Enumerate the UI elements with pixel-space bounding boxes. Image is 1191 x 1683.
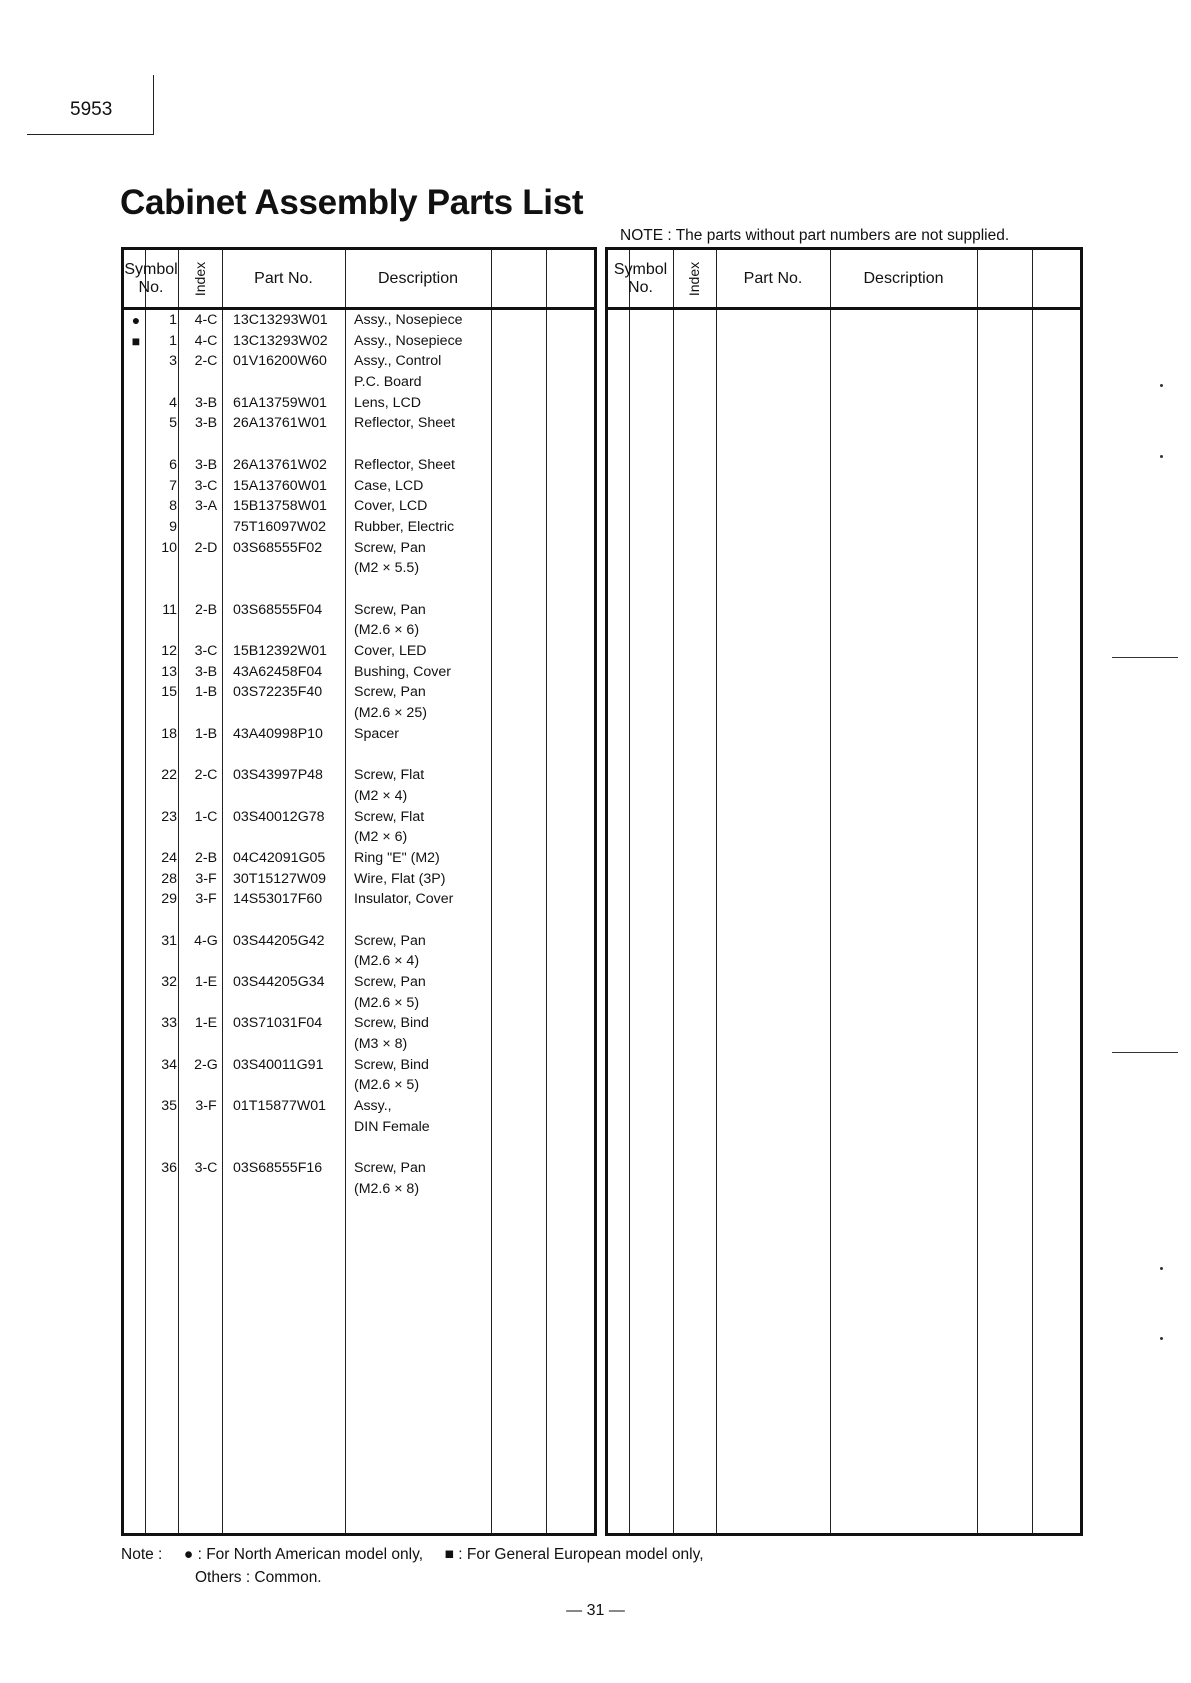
table-row bbox=[124, 827, 594, 848]
row-part-no: 14S53017F60 bbox=[233, 891, 323, 908]
table-row bbox=[124, 807, 594, 828]
table-row bbox=[124, 538, 594, 559]
row-description: (M2 × 6) bbox=[354, 829, 408, 846]
table-row bbox=[124, 372, 594, 393]
row-part-no: 03S72235F40 bbox=[233, 684, 323, 701]
row-index: 3-F bbox=[195, 1098, 217, 1115]
row-description: Assy., Nosepiece bbox=[354, 332, 463, 349]
model-number-box bbox=[27, 75, 154, 135]
row-index: 1-B bbox=[194, 684, 218, 701]
header-part-no: Part No. bbox=[254, 269, 313, 287]
row-description: (M2.6 × 25) bbox=[354, 705, 427, 722]
square-symbol: ■ bbox=[444, 1546, 454, 1563]
row-description: Reflector, Sheet bbox=[354, 415, 455, 432]
row-part-no: 15A13760W01 bbox=[233, 477, 327, 494]
row-index: 3-F bbox=[195, 870, 217, 887]
table-row bbox=[124, 310, 594, 331]
header-description-right: Description bbox=[863, 269, 944, 287]
row-index: 4-C bbox=[194, 312, 218, 328]
table-row bbox=[124, 496, 594, 517]
row-number: 7 bbox=[169, 477, 177, 494]
row-description: (M3 × 8) bbox=[354, 1036, 408, 1053]
table-row bbox=[124, 869, 594, 890]
row-index: 4-C bbox=[194, 332, 218, 349]
table-row bbox=[124, 579, 594, 600]
row-number: 1 bbox=[169, 312, 177, 328]
row-description: (M2.6 × 5) bbox=[354, 994, 420, 1011]
row-description: Screw, Flat bbox=[354, 767, 425, 784]
row-description: Reflector, Sheet bbox=[354, 456, 455, 473]
row-index: 3-C bbox=[194, 643, 218, 659]
row-description: (M2.6 × 5) bbox=[354, 1077, 420, 1094]
table-row bbox=[124, 703, 594, 724]
row-part-no: 15B13758W01 bbox=[233, 498, 327, 515]
note-top: NOTE : The parts without part numbers are not supplied. bbox=[620, 227, 1010, 244]
row-number: 35 bbox=[161, 1098, 177, 1115]
row-part-no: 43A62458F04 bbox=[233, 663, 323, 680]
row-part-no: 03S40012G78 bbox=[233, 808, 325, 825]
row-description: (M2 × 4) bbox=[354, 787, 408, 804]
header-symbol-no: Symbol No. bbox=[124, 260, 178, 296]
row-description: Rubber, Electric bbox=[354, 518, 455, 535]
row-part-no: 01T15877W01 bbox=[233, 1098, 327, 1115]
table-row bbox=[124, 972, 594, 993]
table-row bbox=[124, 931, 594, 952]
table-row bbox=[124, 455, 594, 476]
table-row bbox=[124, 351, 594, 372]
row-description: Screw, Pan bbox=[354, 932, 426, 949]
row-part-no: 03S68555F02 bbox=[233, 539, 323, 556]
row-part-no: 04C42091G05 bbox=[233, 849, 326, 866]
table-row bbox=[124, 331, 594, 352]
margin-line bbox=[1112, 1052, 1178, 1053]
row-part-no: 75T16097W02 bbox=[233, 518, 327, 535]
table-row bbox=[124, 393, 594, 414]
row-number: 31 bbox=[161, 932, 177, 949]
row-number: 28 bbox=[161, 870, 177, 887]
row-index: 3-B bbox=[194, 456, 218, 473]
row-description: (M2.6 × 6) bbox=[354, 622, 420, 639]
row-number: 15 bbox=[161, 684, 177, 701]
row-part-no: 01V16200W60 bbox=[233, 353, 327, 370]
table-row bbox=[124, 910, 594, 931]
row-description: Bushing, Cover bbox=[354, 663, 451, 680]
row-description: Screw, Bind bbox=[354, 1056, 429, 1073]
table-row bbox=[124, 662, 594, 683]
row-number: 18 bbox=[161, 725, 177, 742]
margin-dot bbox=[1160, 384, 1163, 387]
margin-line bbox=[1112, 657, 1178, 658]
table-row bbox=[124, 434, 594, 455]
row-description: Assy., bbox=[354, 1098, 392, 1115]
row-number: 1 bbox=[169, 332, 177, 349]
table-row bbox=[124, 1013, 594, 1034]
row-description: Assy., Control bbox=[354, 353, 442, 370]
table-row bbox=[124, 641, 594, 662]
parts-table-left bbox=[121, 247, 597, 1536]
row-index: 3-C bbox=[194, 1160, 218, 1177]
row-part-no: 13C13293W02 bbox=[233, 332, 328, 349]
row-symbol: ■ bbox=[131, 332, 141, 349]
header-description: Description bbox=[377, 269, 459, 287]
note-bottom bbox=[121, 1543, 704, 1589]
others-note: Others : Common. bbox=[195, 1569, 322, 1586]
row-index: 2-B bbox=[194, 849, 218, 866]
row-number: 6 bbox=[169, 456, 177, 473]
row-description: Ring "E" (M2) bbox=[354, 849, 440, 866]
row-number: 12 bbox=[161, 643, 177, 659]
table-row bbox=[124, 765, 594, 786]
row-number: 13 bbox=[161, 663, 177, 680]
row-index: 3-C bbox=[194, 477, 218, 494]
table-row bbox=[124, 786, 594, 807]
table-row bbox=[124, 413, 594, 434]
row-number: 5 bbox=[169, 415, 177, 432]
note-label: Note : bbox=[121, 1546, 163, 1563]
row-number: 3 bbox=[169, 353, 177, 370]
table-row bbox=[124, 1179, 594, 1200]
table-row bbox=[124, 558, 594, 579]
margin-dot bbox=[1160, 1267, 1163, 1270]
table-row bbox=[124, 1034, 594, 1055]
table-row bbox=[124, 476, 594, 497]
table-row bbox=[124, 951, 594, 972]
row-part-no: 61A13759W01 bbox=[233, 394, 327, 411]
row-number: 9 bbox=[169, 518, 177, 535]
table-row bbox=[124, 724, 594, 745]
row-number: 4 bbox=[169, 394, 177, 411]
row-description: (M2.6 × 8) bbox=[354, 1180, 420, 1197]
table-row bbox=[124, 1096, 594, 1117]
margin-dot bbox=[1160, 455, 1163, 458]
row-index: 2-C bbox=[194, 767, 218, 784]
row-index: 3-B bbox=[194, 663, 218, 680]
table-row bbox=[124, 889, 594, 910]
row-part-no: 03S44205G34 bbox=[233, 974, 325, 990]
row-index: 3-F bbox=[195, 891, 217, 908]
row-description: (M2.6 × 4) bbox=[354, 953, 420, 970]
row-description: Screw, Pan bbox=[354, 539, 426, 556]
row-description: Case, LCD bbox=[354, 477, 424, 494]
row-description: P.C. Board bbox=[354, 374, 422, 391]
parts-rows bbox=[124, 310, 594, 1200]
table-row bbox=[124, 993, 594, 1014]
header-symbol-no-right: Symbol No. bbox=[613, 260, 668, 296]
row-description: Screw, Pan bbox=[354, 974, 426, 990]
header-index-right: Index bbox=[686, 261, 703, 296]
row-part-no: 03S68555F04 bbox=[233, 601, 323, 618]
row-number: 11 bbox=[162, 601, 177, 618]
margin-dot bbox=[1160, 1337, 1163, 1340]
table-row bbox=[124, 1055, 594, 1076]
row-part-no: 30T15127W09 bbox=[233, 870, 327, 887]
model-number: 5953 bbox=[70, 99, 113, 120]
row-description: Wire, Flat (3P) bbox=[354, 870, 446, 887]
row-number: 22 bbox=[161, 767, 177, 784]
row-index: 3-A bbox=[194, 498, 218, 515]
row-number: 24 bbox=[161, 849, 177, 866]
row-part-no: 03S43997P48 bbox=[233, 767, 323, 784]
row-index: 4-G bbox=[194, 932, 218, 949]
row-symbol: ● bbox=[131, 312, 141, 328]
row-description: Lens, LCD bbox=[354, 394, 422, 411]
row-part-no: 03S68555F16 bbox=[233, 1160, 323, 1177]
page-title: Cabinet Assembly Parts List bbox=[120, 183, 584, 222]
row-description: Screw, Bind bbox=[354, 1015, 429, 1032]
header-index: Index bbox=[192, 261, 208, 296]
table-row bbox=[124, 744, 594, 765]
row-description: Cover, LED bbox=[354, 643, 427, 659]
square-note: : For General European model only, bbox=[458, 1546, 704, 1563]
row-description: Screw, Pan bbox=[354, 1160, 426, 1177]
table-row bbox=[124, 848, 594, 869]
row-part-no: 03S71031F04 bbox=[233, 1015, 323, 1032]
row-index: 2-B bbox=[194, 601, 218, 618]
table-row bbox=[124, 1075, 594, 1096]
row-description: Screw, Pan bbox=[354, 601, 426, 618]
table-row bbox=[124, 620, 594, 641]
table-row bbox=[124, 600, 594, 621]
row-index: 2-C bbox=[194, 353, 218, 370]
circle-note: : For North American model only, bbox=[197, 1546, 424, 1563]
row-description: (M2 × 5.5) bbox=[354, 560, 420, 577]
row-index: 3-B bbox=[194, 394, 218, 411]
table-row bbox=[124, 517, 594, 538]
row-index: 2-G bbox=[194, 1056, 218, 1073]
row-description: Screw, Flat bbox=[354, 808, 425, 825]
row-number: 29 bbox=[161, 891, 177, 908]
row-description: Screw, Pan bbox=[354, 684, 426, 701]
circle-symbol: ● bbox=[183, 1546, 194, 1563]
row-part-no: 43A40998P10 bbox=[233, 725, 323, 742]
row-number: 34 bbox=[161, 1056, 177, 1073]
row-part-no: 26A13761W01 bbox=[233, 415, 327, 432]
row-index: 2-D bbox=[194, 539, 218, 556]
row-number: 23 bbox=[161, 808, 177, 825]
row-description: Cover, LCD bbox=[354, 498, 428, 515]
row-index: 3-B bbox=[194, 415, 218, 432]
row-index: 1-E bbox=[194, 974, 218, 990]
header-part-no-right: Part No. bbox=[743, 269, 803, 287]
row-number: 33 bbox=[161, 1015, 177, 1032]
row-description: Spacer bbox=[354, 725, 399, 742]
row-number: 32 bbox=[161, 974, 177, 990]
row-index: 1-B bbox=[194, 725, 218, 742]
parts-table-right bbox=[605, 247, 1083, 1536]
row-description: DIN Female bbox=[354, 1118, 430, 1135]
row-part-no: 15B12392W01 bbox=[233, 643, 327, 659]
row-index: 1-E bbox=[194, 1015, 218, 1032]
table-row bbox=[124, 682, 594, 703]
row-description: Assy., Nosepiece bbox=[354, 312, 463, 328]
page-number: — 31 — bbox=[566, 1602, 625, 1619]
row-part-no: 13C13293W01 bbox=[233, 312, 328, 328]
row-description: Insulator, Cover bbox=[354, 891, 454, 908]
row-part-no: 03S44205G42 bbox=[233, 932, 325, 949]
row-number: 8 bbox=[169, 498, 177, 515]
table-row bbox=[124, 1138, 594, 1159]
row-number: 36 bbox=[161, 1160, 177, 1177]
row-part-no: 03S40011G91 bbox=[233, 1056, 324, 1073]
row-index: 1-C bbox=[194, 808, 218, 825]
row-number: 10 bbox=[161, 539, 177, 556]
table-row bbox=[124, 1158, 594, 1179]
row-part-no: 26A13761W02 bbox=[233, 456, 327, 473]
table-row bbox=[124, 1117, 594, 1138]
